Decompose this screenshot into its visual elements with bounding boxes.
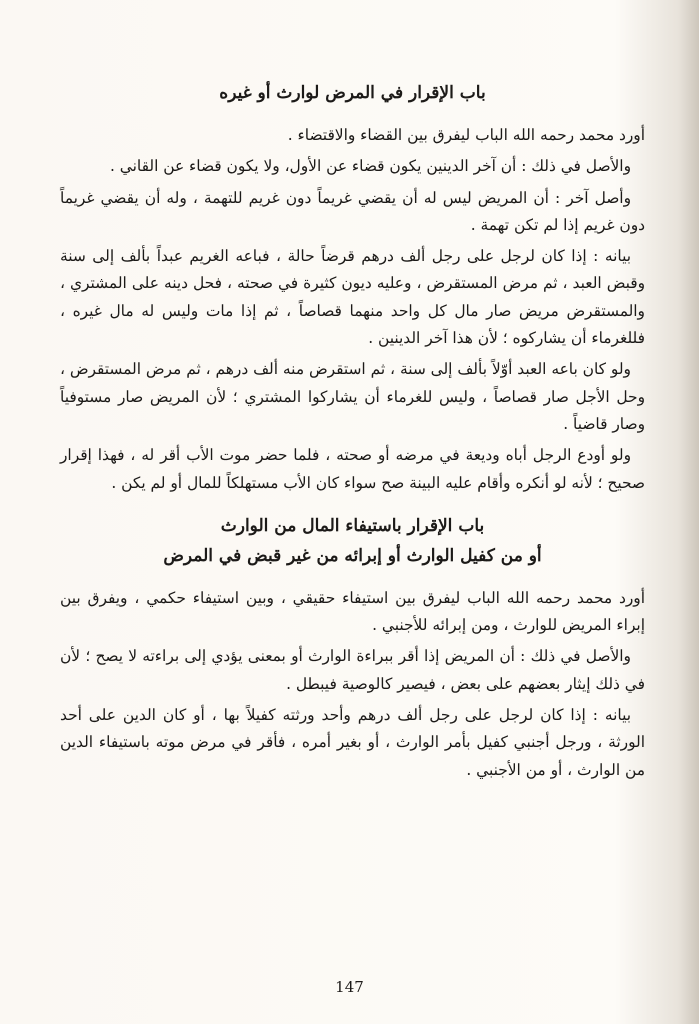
section-title-2-line-2: أو من كفيل الوارث أو إبرائه من غير قبض في المرض: [163, 545, 542, 566]
paragraph: بيانه : إذا كان لرجل على رجل ألف درهم وأحد ورثته كفيلاً بها ، أو كان الدين على أحد الورثة ، ورجل أجنبي كفيل بأمر الوارث ، أو بغير أمره ، فأقر في مرض موته باستيفاء الدين من الوارث ، أو من الأجنبي .: [60, 706, 645, 779]
paragraph: أورد محمد رحمه الله الباب ليفرق بين استيفاء حقيقي ، وبين استيفاء حكمي ، ويفرق بين إبراء المريض للوارث ، ومن إبرائه للأجنبي .: [60, 588, 645, 635]
paragraph: ولو أودع الرجل أباه وديعة في مرضه أو صحته ، فلما حضر موت الأب أقر له ، فهذا إقرار صحيح ؛ لأنه لو أنكره وأقام عليه البينة صح سواء كان الأب مستهلكاً للمال أو لم يكن .: [60, 446, 645, 492]
paragraph: ولو كان باعه العبد أوّلاً بألف إلى سنة ، ثم استقرض منه ألف درهم ، ثم مرض المستقرض ، وحل الأجل صار قصاصاً ، وليس للغرماء أن يشاركوا المشتري ؛ لأن المريض صار مستوفياً وصار قاضياً .: [60, 360, 645, 433]
paragraph: بيانه : إذا كان لرجل على رجل ألف درهم قرضاً حالة ، فباعه الغريم عبداً بألف إلى سنة وقبض العبد ، ثم مرض المستقرض ، وعليه ديون كثيرة في صحته ، فحل دينه على المشتري ، والمستقرض مريض صار مال كل واحد منهما قصاصاً ، ثم إذا مات وليس له مال غيره ، فللغرماء أن يشاركوه ؛ لأن هذا آخر الدينين .: [60, 247, 645, 348]
section-title-1: باب الإقرار في المرض لوارث أو غيره: [219, 83, 486, 103]
paragraph: والأصل في ذلك : أن المريض إذا أقر ببراءة الوارث أو بمعنى يؤدي إلى براءته لا يصح ؛ لأن في ذلك إيثار بعضهم على بعض ، فيصير كالوصية فيبطل .: [60, 647, 645, 693]
paragraph: وأصل آخر : أن المريض ليس له أن يقضي غريماً دون غريم للتهمة ، وله أن يقضي غريماً دون غريم إذا لم تكن تهمة .: [60, 188, 645, 234]
paragraph: والأصل في ذلك : أن آخر الدينين يكون قضاء عن الأول، ولا يكون قضاء عن القاني .: [110, 157, 631, 176]
page-number: 147: [335, 978, 364, 996]
paragraph: أورد محمد رحمه الله الباب ليفرق بين القضاء والاقتضاء .: [287, 126, 645, 144]
section-title-2-line-1: باب الإقرار باستيفاء المال من الوارث: [220, 515, 485, 536]
page-content: [60, 78, 645, 788]
